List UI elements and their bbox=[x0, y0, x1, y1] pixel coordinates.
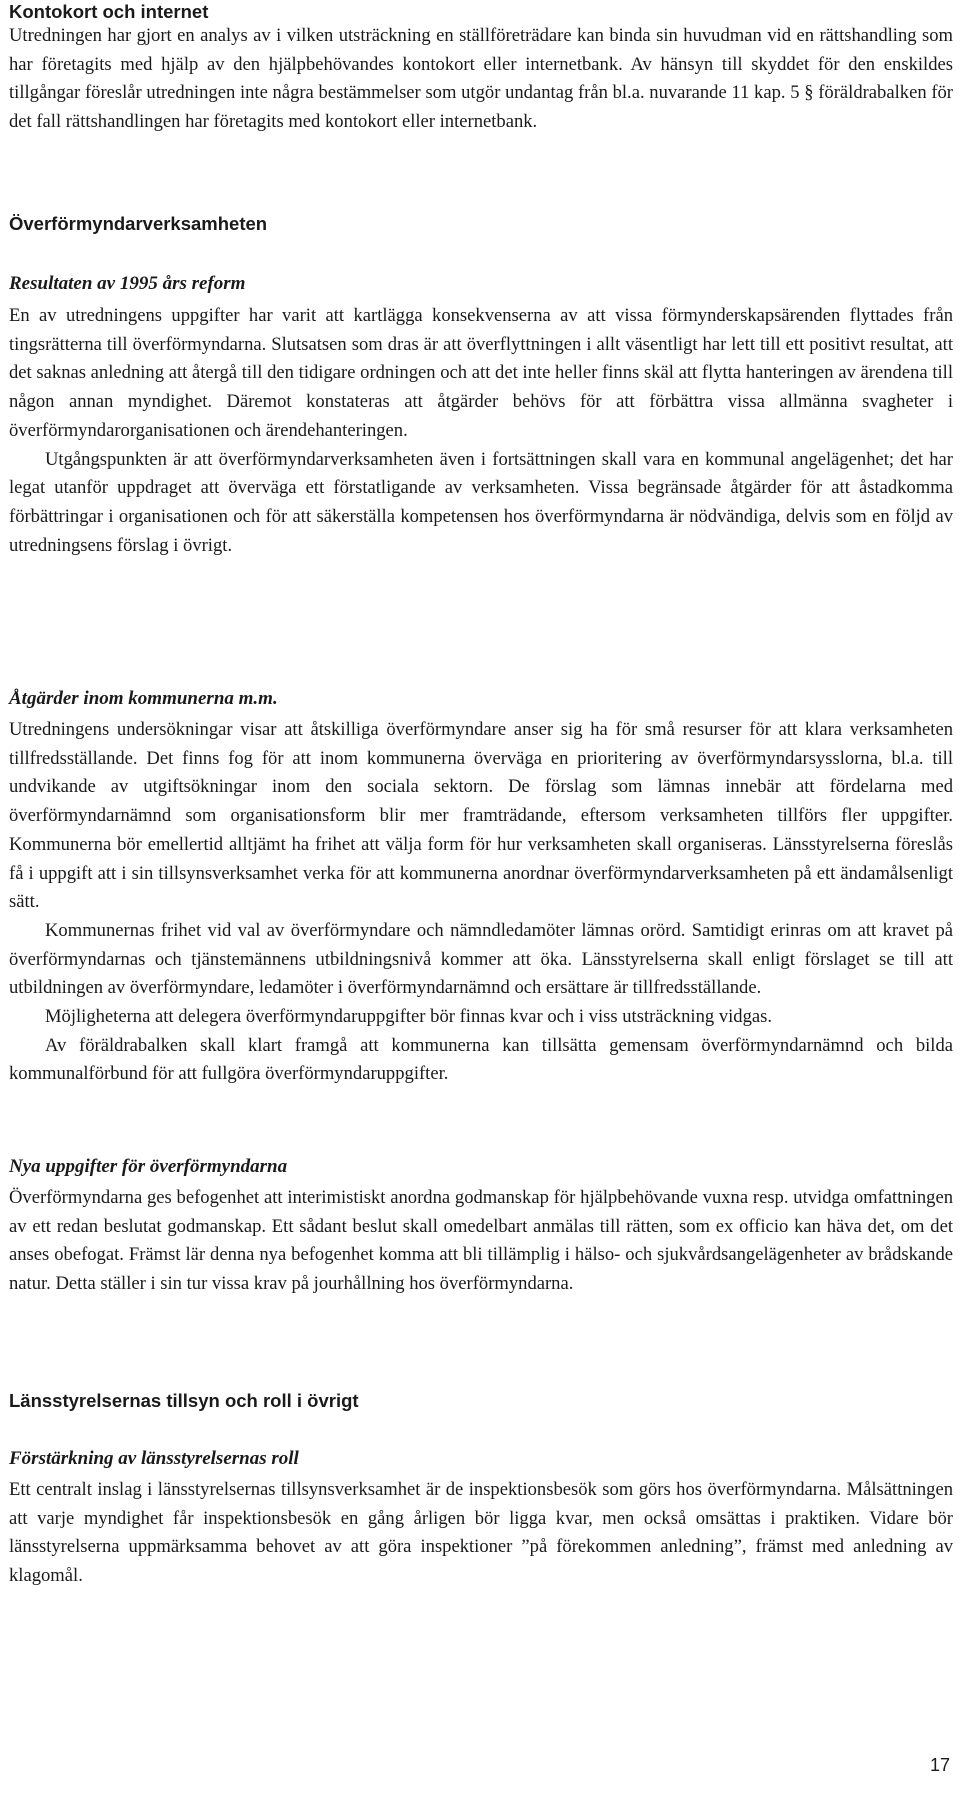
subsection-body bbox=[9, 302, 953, 560]
subsection-heading: Förstärkning av länsstyrelsernas roll bbox=[9, 1448, 299, 1469]
paragraph: Av föräldrabalken skall klart framgå att kommunerna kan tillsätta gemensam överförmyndarnämnd och bilda kommunalförbund för att fullgöra överförmyndaruppgifter. bbox=[9, 1034, 953, 1085]
paragraph: Möjligheterna att delegera överförmyndaruppgifter bör finnas kvar och i viss utsträckning vidgas. bbox=[45, 1006, 773, 1028]
section-body bbox=[9, 22, 953, 137]
paragraph: Utgångspunkten är att överförmyndarverksamheten även i fortsättningen skall vara en kommunal angelägenhet; det har legat utanför uppdraget att överväga ett förstatligande av verksamheten. Vissa begränsade åtgärder för att åstadkomma förbättringar i organisationen och för att säkerställa kompetensen hos överförmyndarna är nödvändiga, delvis som en följd av utredningsens förslag i övrigt. bbox=[9, 448, 953, 556]
page-number: 17 bbox=[929, 1755, 950, 1775]
paragraph: Utredningen har gjort en analys av i vilken utsträckning en ställföreträdare kan binda sin huvudman vid en rättshandling som har företagits med hjälp av den hjälpbehövandes kontokort eller internetbank. Av hänsyn till skyddet för den enskildes tillgångar föreslår utredningen inte några bestämmelser som utgör undantag från bl.a. nuvarande 11 kap. 5 § föräldrabalken för det fall rättshandlingen har företagits med kontokort eller internetbank. bbox=[9, 25, 953, 133]
paragraph: Överförmyndarna ges befogenhet att interimistiskt anordna godmanskap för hjälpbehövande vuxna resp. utvidga omfattningen av ett redan beslutat godmanskap. Ett sådant beslut skall omedelbart anmälas till rätten, som ex officio kan häva det, om det anses obefogat. Främst lär denna nya befogenhet komma att bli tillämplig i hälso- och sjukvårdsangelägenheter av brådskande natur. Detta ställer i sin tur vissa krav på jourhållning hos överförmyndarna. bbox=[9, 1187, 953, 1295]
paragraph: Ett centralt inslag i länsstyrelsernas tillsynsverksamhet är de inspektionsbesök som görs hos överförmyndarna. Målsättningen att varje myndighet får inspektionsbesök en gång årligen bör ligga kvar, men också omsättas i praktiken. Vidare bör länsstyrelserna uppmärksamma behovet av att göra inspektioner ”på förekommen anledning”, främst med anledning av klagomål. bbox=[9, 1479, 953, 1587]
subsection-heading: Åtgärder inom kommunerna m.m. bbox=[9, 688, 278, 709]
paragraph: Kommunernas frihet vid val av överförmyndare och nämndledamöter lämnas orörd. Samtidigt erinras om att kravet på överförmyndarnas och tjänstemännens utbildningsnivå kommer att öka. Länsstyrelserna skall enligt förslaget se till att utbildningen av överförmyndare, ledamöter i överförmyndarnämnd och ersättare är tillfredsställande. bbox=[9, 919, 953, 999]
subsection-heading: Nya uppgifter för överförmyndarna bbox=[9, 1156, 288, 1177]
section-heading: Länsstyrelsernas tillsyn och roll i övrigt bbox=[9, 1390, 359, 1411]
paragraph: En av utredningens uppgifter har varit att kartlägga konsekvenserna av att vissa förmynderskapsärenden flyttades från tingsrätterna till överförmyndarna. Slutsatsen som dras är att överflyttningen i allt väsentligt har lett till ett positivt resultat, att det saknas anledning att återgå till den tidigare ordningen och att det inte heller finns skäl att flytta hanteringen av ärendena till någon annan myndighet. Däremot konstateras att åtgärder behövs för att förbättra vissa allmänna svagheter i överförmyndarorganisationen och ärendehanteringen. bbox=[9, 305, 953, 441]
subsection-body bbox=[9, 716, 953, 1089]
subsection-body bbox=[9, 1184, 953, 1299]
section-heading: Överförmyndarverksamheten bbox=[9, 213, 268, 234]
subsection-heading: Resultaten av 1995 års reform bbox=[9, 273, 246, 294]
paragraph: Utredningens undersökningar visar att åtskilliga överförmyndare anser sig ha för små resurser för att klara verksamheten tillfredsställande. Det finns fog för att inom kommunerna överväga en prioritering av överförmyndarsysslorna, bl.a. till undvikande av utgiftsökningar inom den sociala sektorn. De förslag som lämnas innebär att fördelarna med överförmyndarnämnd som organisationsform blir mer framträdande, eftersom verksamheten tillförs fler uppgifter. Kommunerna bör emellertid alltjämt ha frihet att välja form för hur verksamheten skall organiseras. Länsstyrelserna föreslås få i uppgift att i sin tillsynsverksamhet verka för att kommunerna anordnar överförmyndarverksamheten på ett ändamålsenligt sätt. bbox=[9, 719, 953, 913]
subsection-body bbox=[9, 1476, 953, 1591]
section-heading: Kontokort och internet bbox=[9, 1, 209, 22]
